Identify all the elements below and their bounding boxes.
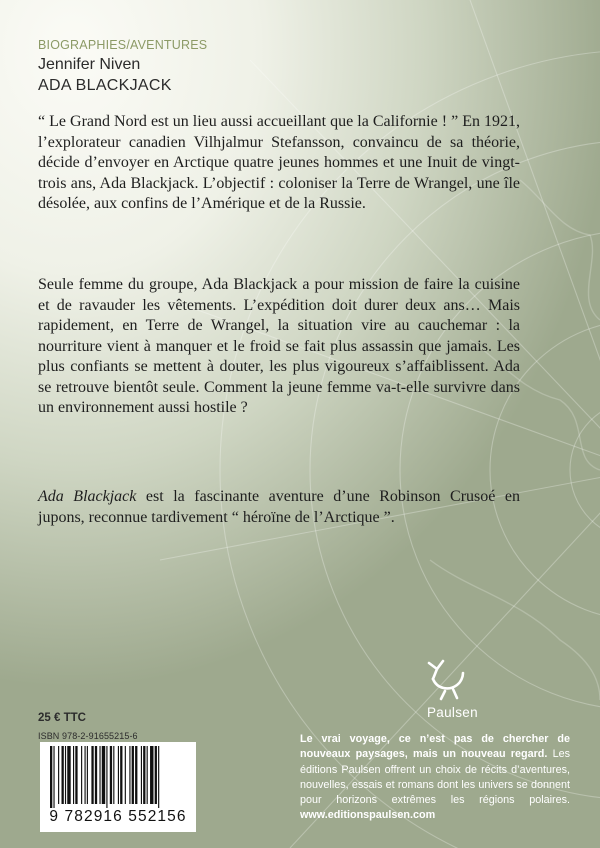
- blurb-paragraph-3: [38, 487, 520, 528]
- barcode-bar: [129, 746, 130, 804]
- publisher-name: Paulsen: [427, 705, 478, 720]
- barcode-bar: [62, 746, 64, 804]
- publisher-url: www.editionspaulsen.com: [300, 809, 436, 822]
- barcode-bar: [65, 746, 66, 804]
- barcode-bar: [67, 746, 70, 804]
- blurb-paragraph-3-text: est la fascinante aventure d’une Robinson Crusoé en jupons, reconnue tardivement “ héroïne de l’Arctique ”.: [38, 488, 521, 526]
- barcode-bar: [135, 746, 137, 804]
- barcode-bar: [99, 746, 100, 804]
- category-label: BIOGRAPHIES/AVENTURES: [38, 38, 208, 52]
- barcode-bar: [95, 746, 97, 804]
- barcode-bar: [158, 746, 159, 808]
- barcode-bar: [73, 746, 74, 804]
- barcode-bar: [118, 746, 119, 804]
- publisher-description: Les éditions Paulsen offrent un choix de récits d’aventures, nouvelles, essais et romans dont les univers se donnent pour horizons extrêmes les régions polaires.: [300, 748, 571, 807]
- barcode-bar: [147, 746, 148, 804]
- barcode-bar: [58, 746, 59, 804]
- barcode-bars: [48, 746, 188, 808]
- barcode-bar: [81, 746, 82, 804]
- isbn-label: ISBN 978-2-91655215-6: [38, 731, 138, 741]
- barcode: [40, 742, 196, 832]
- barcode-bar: [125, 746, 126, 804]
- publisher-tagline: Le vrai voyage, ce n’est pas de chercher de nouveaux paysages, mais un nouveau regard.: [300, 733, 570, 761]
- barcode-bar: [106, 746, 107, 808]
- barcode-bar: [132, 746, 134, 804]
- barcode-number: 9 782916 552156: [49, 808, 187, 825]
- author-name: Jennifer Niven: [38, 56, 141, 73]
- barcode-bar: [91, 746, 93, 804]
- barcode-bar: [155, 746, 157, 804]
- barcode-bar: [143, 746, 145, 804]
- paulsen-logo-icon: [423, 655, 469, 701]
- barcode-bar: [113, 746, 114, 804]
- barcode-bar: [87, 746, 88, 804]
- barcode-bar: [75, 746, 77, 804]
- price-label: 25 € TTC: [38, 712, 86, 724]
- barcode-bar: [110, 746, 112, 804]
- barcode-bar: [53, 746, 54, 808]
- blurb-paragraph-2: Seule femme du groupe, Ada Blackjack a pour mission de faire la cuisine et de ravauder les vêtements. L’expédition doit durer deux ans… Mais rapidement, en Terre de Wrangel, la situation vire au cauchemar : la nourriture vient à manquer et le froid se fait plus assassin que jamais. Les plus confiants se mettent à douter, les plus vigoureux s’affaiblissent. Ada se retrouve bientôt seule. Comment la jeune femme va-t-elle survivre dans un environnement aussi hostile ?: [38, 276, 520, 416]
- barcode-bar: [141, 746, 142, 804]
- barcode-bar: [102, 746, 105, 804]
- barcode-bar: [85, 746, 86, 804]
- barcode-bar: [50, 746, 52, 808]
- barcode-bar: [120, 746, 122, 804]
- blurb-title-italic: Ada Blackjack: [38, 488, 137, 505]
- publisher-blurb: [300, 732, 570, 824]
- barcode-bar: [150, 746, 153, 804]
- book-title: ADA BLACKJACK: [38, 77, 172, 94]
- blurb-paragraph-1: “ Le Grand Nord est un lieu aussi accueillant que la Californie ! ” En 1921, l’explorateur canadien Vilhjalmur Stefansson, convaincu de sa théorie, décide d’envoyer en Arctique quatre jeunes hommes et une Inuit de vingt-trois ans, Ada Blackjack. L’objectif : coloniser la Terre de Wrangel, une île désolée, aux confins de l’Amérique et de la Russie.: [38, 113, 520, 212]
